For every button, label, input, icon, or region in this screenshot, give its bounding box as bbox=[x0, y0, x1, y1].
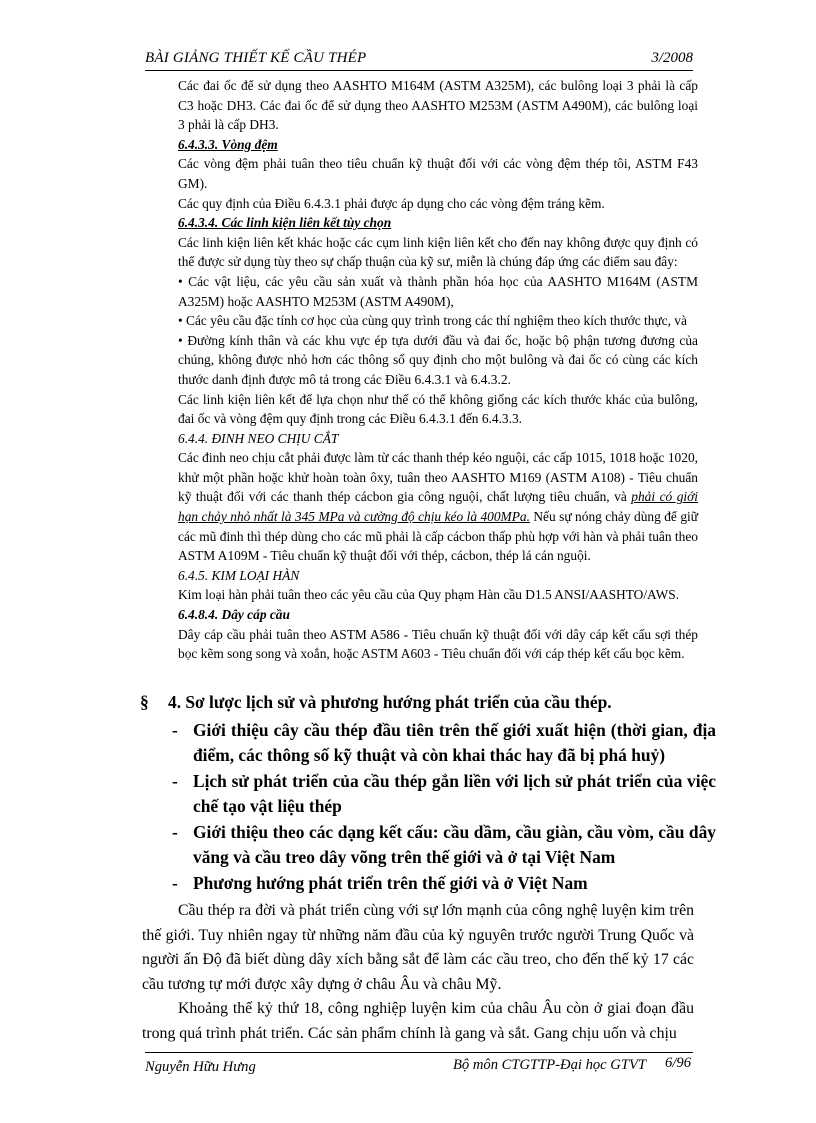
list-item bbox=[172, 820, 716, 870]
dash-marker: - bbox=[172, 822, 178, 842]
text-run: Nếu sự nóng chảy dùng để giữ các mũ đinh thì thép dùng cho các mũ phải là cấp cácbon thấp phù hợp với hàn và phải tuân theo ASTM A109M - Tiêu chuẩn kỹ thuật đối với thép, cácbon, thép lá cán nguội. bbox=[178, 509, 698, 564]
subsection-heading: 6.4.8.4. Dây cáp cầu bbox=[178, 607, 290, 623]
subsection-heading: 6.4.3.4. Các linh kiện liên kết tùy chọn bbox=[178, 215, 392, 231]
bullet-item: • Các vật liệu, các yêu cầu sản xuất và thành phần hóa học của AASHTO M164M (ASTM A325M) hoặc AASHTO M253M (ASTM A490M), bbox=[178, 273, 698, 309]
footer-author: Nguyễn Hữu Hưng bbox=[145, 1059, 256, 1075]
underlined-text: phải có giới hạn chảy nhỏ nhất là 345 MPa và cường độ chịu kéo là 400MPa. bbox=[178, 489, 698, 525]
section-symbol: § bbox=[140, 692, 149, 712]
dash-marker: - bbox=[172, 873, 178, 893]
list-item bbox=[172, 871, 716, 896]
subsection-heading: 6.4.5. KIM LOẠI HÀN bbox=[178, 567, 300, 583]
spec-text-block bbox=[178, 76, 698, 664]
dash-marker: - bbox=[172, 771, 178, 791]
paragraph: Khoảng thế kỷ thứ 18, công nghiệp luyện kim của châu Âu còn ở giai đoạn đầu trong quá trình phát triển. Các sản phẩm chính là gang và sắt. Gang chịu uốn và chịu bbox=[142, 1000, 694, 1042]
subsection-heading: 6.4.4. ĐINH NEO CHỊU CẮT bbox=[178, 430, 339, 446]
list-item bbox=[172, 718, 716, 768]
header-date: 3/2008 bbox=[651, 50, 693, 66]
paragraph bbox=[178, 448, 698, 566]
body-text bbox=[142, 899, 694, 1047]
list-item-text: Giới thiệu cây cầu thép đầu tiên trên thế giới xuất hiện (thời gian, địa điểm, các thông số kỹ thuật và còn khai thác hay đã bị phá huỷ) bbox=[193, 720, 716, 765]
paragraph: Các vòng đệm phải tuân theo tiêu chuẩn kỹ thuật đối với các vòng đệm thép tôi, ASTM F43 GM). bbox=[178, 156, 698, 191]
list-item-text: Giới thiệu theo các dạng kết cấu: cầu dầm, cầu giàn, cầu vòm, cầu dây văng và cầu treo dây võng trên thế giới và ở tại Việt Nam bbox=[193, 822, 716, 867]
paragraph: Các linh kiện liên kết để lựa chọn như thế có thể không giống các kích thước khác của bulông, đai ốc và vòng đệm quy định trong các Điều 6.4.3.1 đến 6.4.3.3. bbox=[178, 391, 698, 427]
section-title: 4. Sơ lược lịch sử và phương hướng phát triển của cầu thép. bbox=[168, 692, 612, 712]
dash-marker: - bbox=[172, 720, 178, 740]
paragraph: Cầu thép ra đời và phát triển cùng với sự lớn mạnh của công nghệ luyện kim trên thế giới. Tuy nhiên ngay từ những năm đầu của kỷ nguyên trước người Trung Quốc và người ấn Độ đã biết dùng dây xích bằng sắt để làm các cầu treo, cho đến thế kỷ 17 các cầu tương tự mới được xây dựng ở châu Âu và châu Mỹ. bbox=[142, 902, 694, 993]
subsection-heading: 6.4.3.3. Vòng đệm bbox=[178, 136, 278, 152]
footer-department: Bộ môn CTGTTP-Đại học GTVT bbox=[453, 1057, 646, 1073]
bullet-item: • Các yêu cầu đặc tính cơ học của cùng quy trình trong các thí nghiệm theo kích thước thực, và bbox=[178, 313, 687, 329]
paragraph: Các đai ốc để sử dụng theo AASHTO M164M (ASTM A325M), các bulông loại 3 phải là cấp C3 hoặc DH3. Các đai ốc để sử dụng theo AASHTO M253M (ASTM A490M), các bulông loại 3 phải là cấp DH3. bbox=[178, 78, 698, 133]
paragraph: Kim loại hàn phải tuân theo các yêu cầu của Quy phạm Hàn cầu D1.5 ANSI/AASHTO/AWS. bbox=[178, 587, 680, 603]
dash-list bbox=[172, 718, 716, 897]
list-item-text: Lịch sử phát triển của cầu thép gắn liền với lịch sử phát triển của việc chế tạo vật liệu thép bbox=[193, 771, 716, 816]
list-item-text: Phương hướng phát triển trên thế giới và ở Việt Nam bbox=[193, 873, 588, 893]
header-title: BÀI GIẢNG THIẾT KẾ CẦU THÉP bbox=[145, 50, 367, 66]
bullet-item: • Đường kính thân và các khu vực ép tựa dưới đầu và đai ốc, hoặc bộ phận tương đương của chúng, không được nhỏ hơn các thông số quy định cho một bulông và đai ốc có cùng các kích thước danh định được mô tả trong các Điều 6.4.3.1 và 6.4.3.2. bbox=[178, 332, 698, 387]
paragraph: Các quy định của Điều 6.4.3.1 phải được áp dụng cho các vòng đệm tráng kẽm. bbox=[178, 195, 605, 211]
paragraph: Dây cáp cầu phải tuân theo ASTM A586 - Tiêu chuẩn kỹ thuật đối với dây cáp kết cấu sợi thép bọc kẽm song song và xoắn, hoặc ASTM A603 - Tiêu chuẩn đối với cáp thép kết cấu bọc kẽm. bbox=[178, 626, 698, 662]
page-footer bbox=[145, 1052, 693, 1077]
paragraph: Các linh kiện liên kết khác hoặc các cụm linh kiện liên kết cho đến nay không được quy định có thể được sử dụng tùy theo sự chấp thuận của kỹ sư, miễn là chúng đáp ứng các điểm sau đây: bbox=[178, 234, 698, 270]
text-run: Các đinh neo chịu cắt phải được làm từ các thanh thép kéo nguội, các cấp 1015, 1018 hoặc 1020, khử một phần hoặc khử hoàn toàn ôxy, tuân theo AASHTO M169 (ASTM A108) - Tiêu chuẩn kỹ thuật đối với các thanh thép cácbon gia công nguội, chất lượng tiêu chuẩn, và bbox=[178, 450, 698, 505]
list-item bbox=[172, 769, 716, 819]
page-number: 6/96 bbox=[665, 1055, 691, 1071]
page-header bbox=[145, 48, 693, 71]
section-heading bbox=[140, 692, 714, 718]
